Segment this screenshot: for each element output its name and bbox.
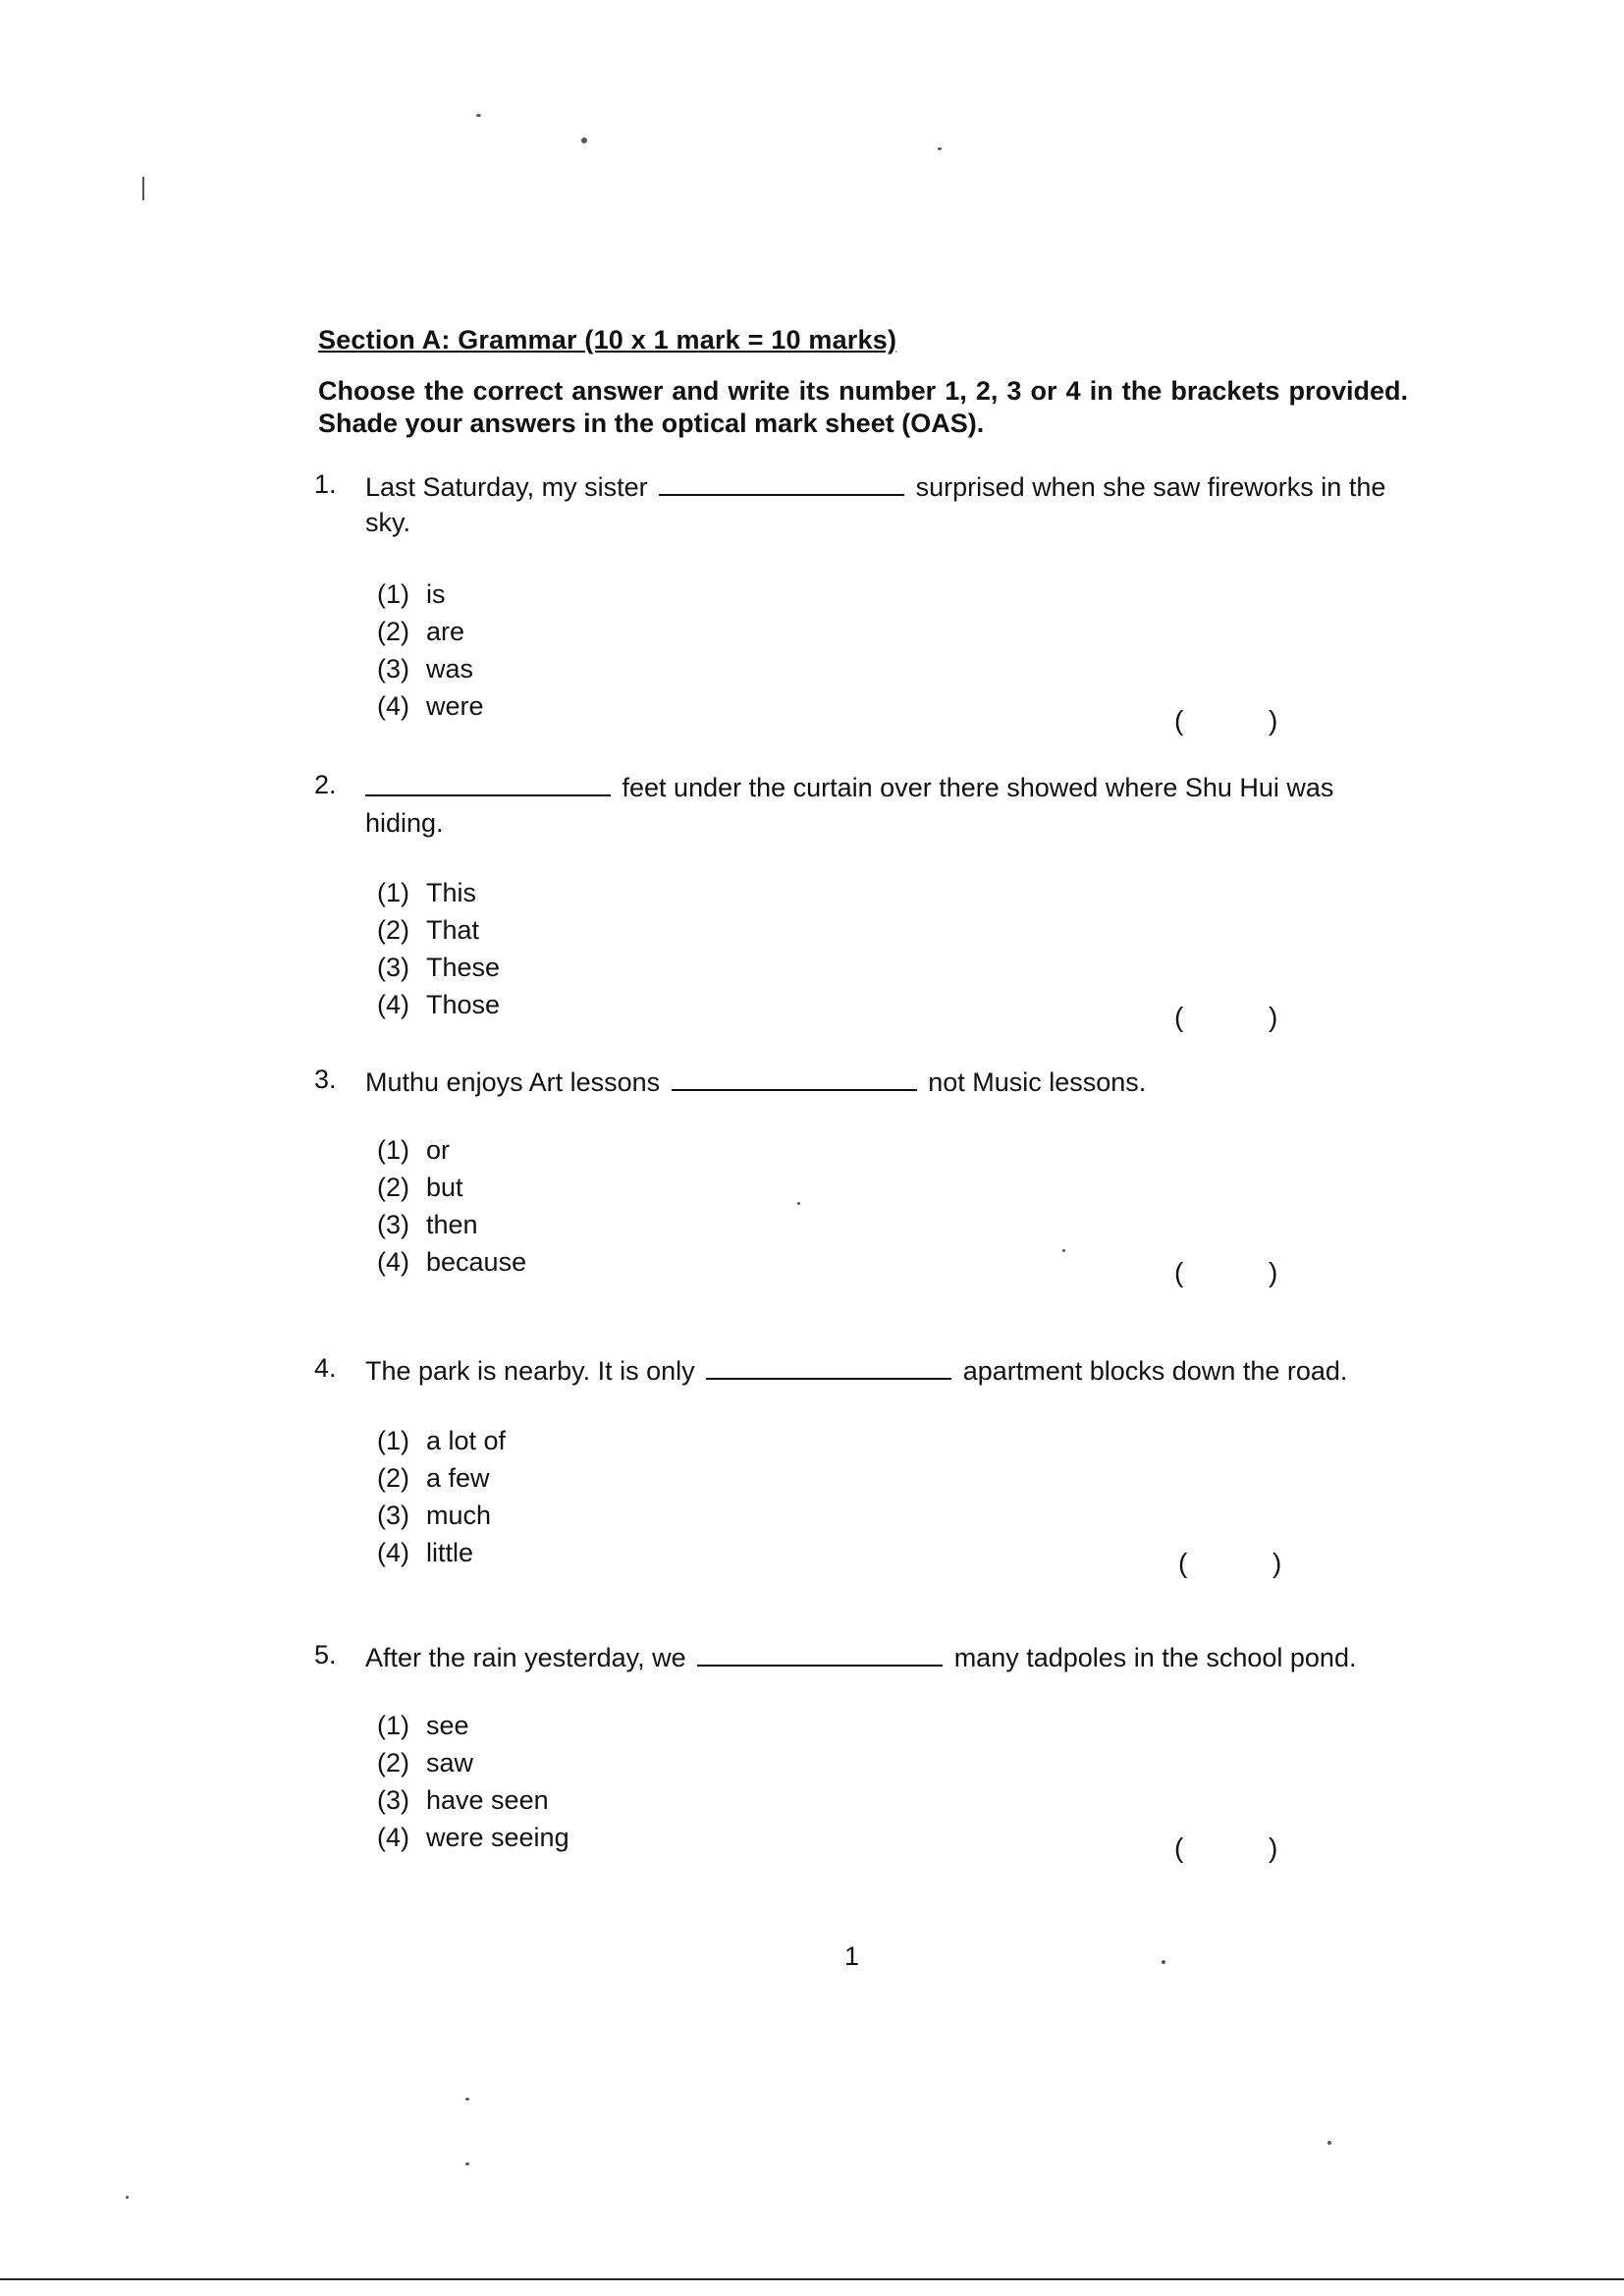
option-number: (2) [377,1463,409,1493]
option-text: was [426,654,474,683]
option-item [377,1707,569,1744]
option-text: That [426,915,480,945]
option-item [377,1534,506,1571]
option-number: (3) [377,1785,409,1815]
answer-blank [672,1067,917,1091]
option-number: (2) [377,1748,409,1777]
option-number: (1) [377,1135,409,1165]
option-item [377,874,500,911]
question-text [365,770,1414,841]
option-text: saw [426,1748,474,1777]
option-text: a few [426,1463,490,1493]
option-item [377,687,484,725]
question-number: 4. [314,1353,337,1383]
question-number: 5. [314,1640,337,1669]
option-text: much [426,1501,492,1530]
question-text [365,1640,1414,1675]
option-number: (3) [377,654,409,683]
answer-bracket-close: ) [1269,1832,1278,1863]
option-item [377,1169,526,1206]
option-item [377,1497,506,1534]
answer-blank [365,773,611,796]
option-item [377,1781,569,1819]
option-list [377,575,484,725]
option-number: (3) [377,1210,409,1239]
option-number: (1) [377,579,409,609]
question-stem-start: The park is nearby. It is only [365,1356,695,1386]
answer-bracket-open[interactable]: ( [1174,705,1184,736]
scan-speck [581,137,587,143]
answer-bracket-close: ) [1269,1257,1278,1287]
scan-speck [1162,1960,1165,1964]
option-text: This [426,878,477,907]
option-number: (4) [377,1823,409,1852]
option-item [377,575,484,613]
option-number: (2) [377,617,409,646]
option-list [377,1131,526,1281]
page-bottom-rule [0,2278,1624,2280]
answer-bracket-close: ) [1272,1548,1282,1578]
option-number: (4) [377,990,409,1019]
scan-speck [476,114,481,117]
option-item [377,1422,506,1459]
scan-speck [465,2098,469,2101]
answer-bracket-close: ) [1269,705,1278,736]
question-text [365,1065,1414,1100]
option-item [377,949,500,986]
question-stem-start: Last Saturday, my sister [365,472,648,502]
option-text: is [426,579,446,609]
scan-speck [126,2196,129,2199]
option-number: (4) [377,1538,409,1567]
question-number: 1. [314,469,337,499]
option-number: (1) [377,878,409,907]
answer-blank [706,1356,951,1380]
option-text: then [426,1210,478,1239]
question-stem-end: surprised when she saw fireworks in the sky. [365,472,1386,537]
option-text: Those [426,990,501,1019]
option-item [377,1131,526,1169]
scan-speck [465,2162,469,2165]
answer-bracket-open[interactable]: ( [1174,1002,1184,1032]
question-number: 2. [314,770,337,799]
option-number: (1) [377,1426,409,1455]
option-item [377,1744,569,1781]
question-stem-end: apartment blocks down the road. [962,1356,1348,1386]
option-text: because [426,1247,527,1277]
answer-bracket-open[interactable]: ( [1178,1548,1188,1578]
option-item [377,1243,526,1281]
option-item [377,613,484,650]
option-text: are [426,617,465,646]
option-item [377,650,484,687]
scan-speck [797,1202,800,1205]
answer-bracket-open[interactable]: ( [1174,1257,1184,1287]
page-number: 1 [844,1941,860,1971]
option-text: were [426,691,484,721]
option-list [377,1707,569,1856]
question-number: 3. [314,1065,337,1094]
option-text: These [426,953,501,982]
option-text: a lot of [426,1426,507,1455]
answer-bracket-open[interactable]: ( [1174,1832,1184,1863]
option-number: (2) [377,1173,409,1202]
option-list [377,874,500,1023]
question-stem-end: many tadpoles in the school pond. [953,1643,1357,1672]
option-number: (2) [377,915,409,945]
option-text: but [426,1173,463,1202]
option-item [377,1206,526,1243]
question-stem-end: feet under the curtain over there showed where Shu Hui was hiding. [365,773,1334,838]
option-number: (4) [377,691,409,721]
answer-blank [659,472,904,496]
option-item [377,986,500,1023]
option-item [377,1459,506,1497]
question-text [365,1353,1414,1389]
answer-bracket-close: ) [1269,1002,1278,1032]
instructions: Choose the correct answer and write its number 1, 2, 3 or 4 in the brackets provided. Shade your answers in the optical mark sheet (OAS). [318,376,1408,438]
question-stem-start: Muthu enjoys Art lessons [365,1067,661,1097]
option-item [377,911,500,949]
section-heading: Section A: Grammar (10 x 1 mark = 10 marks) [318,325,897,355]
option-text: or [426,1135,451,1165]
option-number: (1) [377,1711,409,1740]
option-list [377,1422,506,1571]
answer-blank [697,1643,943,1667]
option-number: (4) [377,1247,409,1277]
scan-speck [938,147,942,150]
option-item [377,1819,569,1856]
question-stem-end: not Music lessons. [928,1067,1147,1097]
scan-speck [1327,2141,1331,2145]
option-text: have seen [426,1785,549,1815]
scan-speck [142,177,144,200]
option-text: were seeing [426,1823,569,1852]
question-stem-start: After the rain yesterday, we [365,1643,686,1672]
question-text [365,469,1414,540]
option-text: little [426,1538,474,1567]
option-number: (3) [377,953,409,982]
option-number: (3) [377,1501,409,1530]
scan-speck [1062,1249,1065,1252]
option-text: see [426,1711,469,1740]
